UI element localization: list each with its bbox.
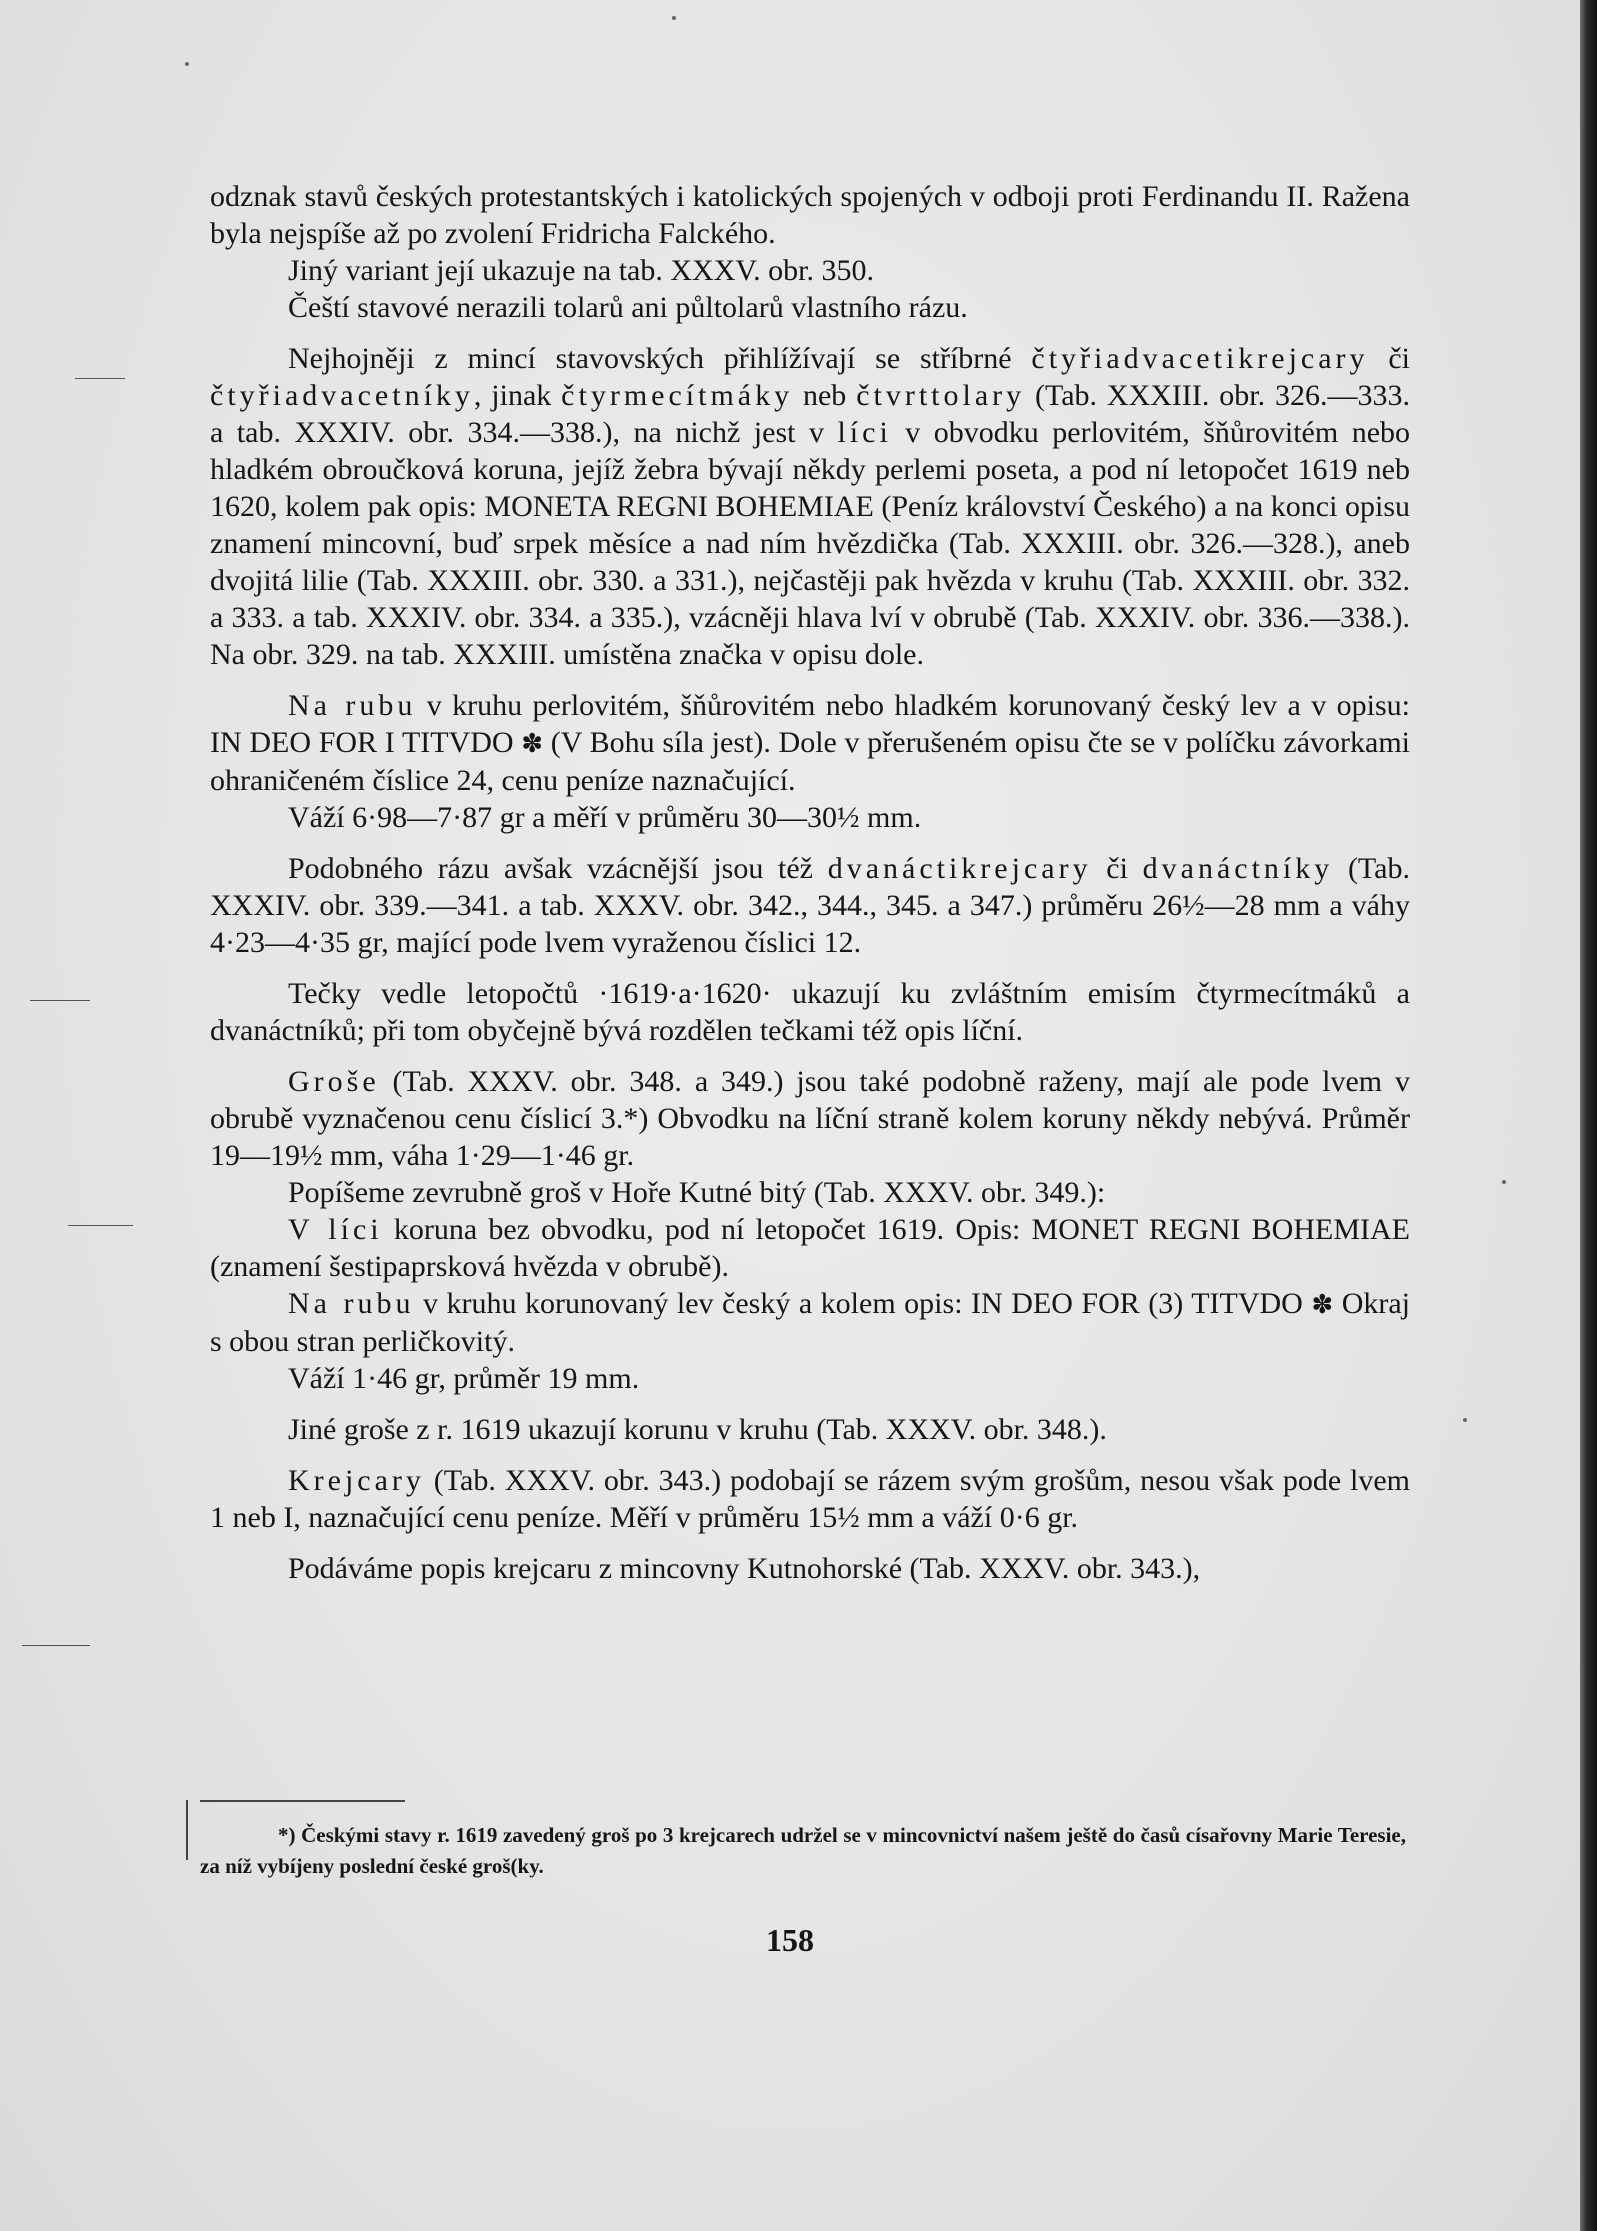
scan-dot bbox=[185, 62, 189, 66]
spaced-term: Na rubu bbox=[288, 689, 417, 722]
text-run: (V Bohu síla jest). Dole v přerušeném opisu čte se v políčku závorkami ohraničeném číslice 24, cenu peníze naznačující. bbox=[210, 726, 1410, 797]
page-number: 158 bbox=[766, 1922, 814, 1958]
paragraph bbox=[210, 1360, 1410, 1397]
text-run: Nejhojněji z mincí stavovských přihlížívají se stříbrné bbox=[288, 342, 1032, 375]
margin-mark bbox=[22, 1645, 90, 1646]
text-run: Popíšeme zevrubně groš v Hoře Kutné bitý (Tab. XXXV. obr. 349.): bbox=[288, 1176, 1106, 1209]
spaced-term: čtyřiadvacetikrejcary bbox=[1031, 342, 1369, 375]
page-edge-shadow bbox=[1580, 0, 1597, 2231]
spaced-term: dvanáctníky bbox=[1142, 852, 1334, 885]
paragraph bbox=[210, 1174, 1410, 1211]
text-run: koruna bez obvodku, pod ní letopočet 1619. Opis: MONET REGNI BOHEMIAE (znamení šestipaprsková hvězda v obrubě). bbox=[210, 1213, 1410, 1283]
text-run: v kruhu perlovitém, šňůrovitém nebo hladkém korunovaný český lev a v opisu: IN DEO FOR I TITVDO bbox=[210, 689, 1410, 759]
text-run: , jinak bbox=[473, 379, 562, 412]
spaced-term: líci bbox=[837, 416, 892, 449]
spaced-term: Na rubu bbox=[288, 1287, 415, 1320]
text-run: Váží 6·98—7·87 gr a měří v průměru 30—30½ mm. bbox=[288, 801, 922, 834]
spaced-term: čtyrmecítmáky bbox=[561, 379, 794, 412]
paragraph bbox=[210, 687, 1410, 799]
spaced-term: Krejcary bbox=[288, 1464, 425, 1497]
scan-dot bbox=[1502, 1180, 1506, 1184]
text-run: či bbox=[1091, 852, 1143, 885]
margin-mark bbox=[186, 1800, 188, 1860]
text-run: Jiný variant její ukazuje na tab. XXXV. obr. 350. bbox=[288, 254, 874, 287]
text-run: v obvodku perlovitém, šňůrovitém nebo hladkém obroučková koruna, jejíž žebra bývají někdy perlemi poseta, a pod ní letopočet 1619 neb 1620, kolem pak opis: MONETA REGNI BOHEMIAE (Peníz království Českého) a na konci opisu znamení mincovní, buď srpek měsíce a nad ním hvězdička (Tab. XXXIII. obr. 326.—328.), aneb dvojitá lilie (Tab. XXXIII. obr. 330. a 331.), nejčastěji pak hvězda v kruhu (Tab. XXXIII. obr. 332. a 333. a tab. XXXIV. obr. 334. a 335.), vzácněji hlava lví v obrubě (Tab. XXXIV. obr. 336.—338.). Na obr. 329. na tab. XXXIII. umístěna značka v opisu dole. bbox=[210, 416, 1411, 671]
text-run: Podobného rázu avšak vzácnější jsou též bbox=[288, 852, 828, 885]
paragraph bbox=[210, 289, 1410, 326]
rosette-symbol: ✽ bbox=[1311, 1290, 1334, 1319]
spaced-term: dvanáctikrejcary bbox=[827, 852, 1092, 885]
paragraph bbox=[210, 178, 1410, 252]
text-run: Váží 1·46 gr, průměr 19 mm. bbox=[288, 1362, 640, 1395]
paragraph bbox=[210, 799, 1410, 836]
body-text bbox=[210, 178, 1410, 1587]
text-run: odznak stavů českých protestantských i katolických spojených v odboji proti Ferdinandu II. Ražena byla nejspíše až po zvolení Fridricha Falckého. bbox=[210, 180, 1410, 250]
footnote-rule bbox=[200, 1800, 405, 1802]
spaced-term: V líci bbox=[288, 1213, 383, 1246]
spaced-term: čtvrttolary bbox=[856, 379, 1026, 412]
footnote: *) Českými stavy r. 1619 zavedený groš po 3 krejcarech udržel se v mincovnictví našem ještě do časů císařovny Marie Teresie, za níž vybíjeny poslední české groš(ky. bbox=[200, 1823, 1406, 1878]
paragraph bbox=[210, 1550, 1410, 1587]
text-run: Čeští stavové nerazili tolarů ani půltolarů vlastního rázu. bbox=[288, 291, 968, 324]
paragraph bbox=[210, 1411, 1410, 1448]
scan-dot bbox=[1463, 1418, 1467, 1422]
text-run: Podáváme popis krejcaru z mincovny Kutnohorské (Tab. XXXV. obr. 343.), bbox=[288, 1552, 1201, 1585]
margin-mark bbox=[68, 1225, 133, 1226]
text-run: neb bbox=[793, 379, 857, 412]
text-run: v kruhu korunovaný lev český a kolem opis: IN DEO FOR (3) TITVDO bbox=[414, 1287, 1312, 1320]
paragraph bbox=[210, 252, 1410, 289]
text-run: (Tab. XXXIII. obr. 326.—333. a tab. XXXIV. obr. 334.—338.), na nichž jest v bbox=[210, 379, 1410, 449]
scan-dot bbox=[672, 16, 676, 20]
text-run: (Tab. XXXV. obr. 343.) podobají se rázem svým grošům, nesou však pode lvem 1 neb I, naznačující cenu peníze. Měří v průměru 15½ mm a váží 0·6 gr. bbox=[210, 1464, 1410, 1534]
text-run: Tečky vedle letopočtů ·1619·a·1620· ukazují ku zvláštním emisím čtyrmecítmáků a dvanáctníků; při tom obyčejně bývá rozdělen tečkami též opis líční. bbox=[210, 977, 1410, 1047]
paragraph bbox=[210, 340, 1410, 673]
paragraph bbox=[210, 850, 1410, 961]
text-run: či bbox=[1368, 342, 1410, 375]
paragraph bbox=[210, 1063, 1410, 1174]
paragraph bbox=[210, 1285, 1410, 1360]
spaced-term: čtyřiadvacetníky bbox=[210, 379, 474, 412]
rosette-symbol: ✽ bbox=[521, 729, 544, 758]
text-run: (Tab. XXXIV. obr. 339.—341. a tab. XXXV. obr. 342., 344., 345. a 347.) průměru 26½—28 mm a váhy 4·23—4·35 gr, mající pode lvem vyraženou číslici 12. bbox=[210, 852, 1410, 959]
spaced-term: Groše bbox=[288, 1065, 380, 1098]
paragraph bbox=[210, 1462, 1410, 1536]
margin-mark bbox=[30, 1000, 90, 1001]
text-run: (Tab. XXXV. obr. 348. a 349.) jsou také podobně raženy, mají ale pode lvem v obrubě vyznačenou cenu číslicí 3.*) Obvodku na líční straně kolem koruny někdy nebývá. Průměr 19—19½ mm, váha 1·29—1·46 gr. bbox=[210, 1065, 1410, 1172]
text-run: Okraj s obou stran perličkovitý. bbox=[210, 1287, 1410, 1358]
text-run: Jiné groše z r. 1619 ukazují korunu v kruhu (Tab. XXXV. obr. 348.). bbox=[288, 1413, 1107, 1446]
paragraph bbox=[210, 1211, 1410, 1285]
margin-mark bbox=[75, 378, 125, 379]
paragraph bbox=[210, 975, 1410, 1049]
